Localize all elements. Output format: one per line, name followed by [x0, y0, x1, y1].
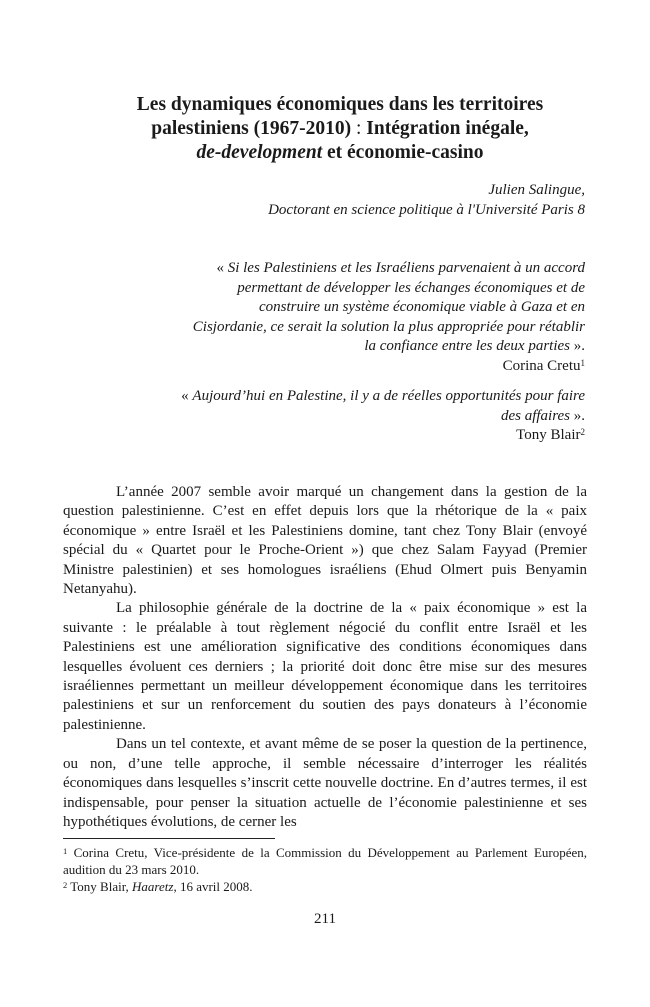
- footnote: $^1$ Corina Cretu, Vice-présidente de la Commission du Développement au Parlement Européen, audition du 23 mars 2010.: [63, 845, 587, 877]
- paragraph: La philosophie générale de la doctrine de la « paix économique » est la suivante : le préalable à tout règlement négocié du conflit entre Israël et les Palestiniens est une amélioration significative des conditions économiques dans lesquelles évoluent ces derniers ; la priorité doit donc être mise sur des mesures israéliennes permettant un meilleur développement économique dans les territoires palestiniens et sur un renforcement du soutien des pays donateurs à l’économie palestinienne.: [63, 600, 587, 733]
- title-italic-term: de-development: [196, 142, 323, 163]
- title-period: palestiniens (1967-2010): [151, 118, 352, 139]
- epigraph: [193, 259, 585, 377]
- article-title: [60, 93, 620, 165]
- author-name: Julien Salingue,: [488, 182, 585, 198]
- paragraph: Dans un tel contexte, et avant même de se poser la question de la pertinence, ou non, d’une telle approche, il semble nécessaire d’interroger les réalités économiques dans lesquelles s’inscrit cette nouvelle doctrine. En d’autres termes, il est indispensable, pour penser la situation actuelle de l’économie palestinienne et ses hypothétiques évolutions, de cerner les: [63, 736, 587, 830]
- title-line-3-rest: et économie-casino: [322, 142, 484, 163]
- epigraph-line: « Si les Palestiniens et les Israéliens parvenaient à un accord: [216, 260, 585, 276]
- title-separator: :: [351, 118, 367, 139]
- footnotes: [63, 845, 587, 895]
- epigraph-attribution: Corina Cretu$^1$: [502, 357, 585, 374]
- epigraph-line: permettant de développer les échanges économiques et de: [237, 279, 585, 296]
- footnote-separator: [63, 838, 275, 839]
- author-block: [268, 180, 585, 220]
- footnote-number: 2: [63, 879, 68, 890]
- page-number: 211: [314, 911, 336, 927]
- epigraph-line: des affaires ».: [500, 407, 585, 424]
- title-line-2: [60, 117, 620, 141]
- author-affiliation: Doctorant en science politique à l'Université Paris 8: [268, 202, 585, 218]
- title-subtitle: Intégration inégale,: [366, 118, 529, 139]
- footnote-ref[interactable]: 2: [580, 427, 585, 438]
- footnote: $^2$ Tony Blair, Haaretz, 16 avril 2008.: [63, 878, 253, 894]
- paragraph: L’année 2007 semble avoir marqué un changement dans la gestion de la question palestinienne. C’est en effet depuis lors que la rhétorique de la « paix économique » entre Israël et les Palestiniens domine, tant chez Tony Blair (envoyé spécial du « Quartet pour le Proche-Orient ») que chez Salam Fayyad (Premier Ministre palestinien) et ses homologues israéliens (Ehud Olmert puis Benyamin Netanyahu).: [63, 484, 587, 598]
- footnote-number: 1: [63, 846, 68, 856]
- title-line-3: [60, 141, 620, 165]
- epigraph-line: Cisjordanie, ce serait la solution la plus appropriée pour rétablir: [192, 318, 585, 335]
- epigraph-line: construire un système économique viable à Gaza et en: [258, 299, 585, 316]
- epigraph: [181, 387, 585, 446]
- epigraph-line: « Aujourd’hui en Palestine, il y a de réelles opportunités pour faire: [181, 388, 585, 404]
- epigraph-attribution: Tony Blair$^2$: [516, 427, 585, 444]
- title-line-1: Les dynamiques économiques dans les territoires: [136, 94, 544, 115]
- footnote-ref[interactable]: 1: [580, 357, 585, 368]
- epigraph-line: la confiance entre les deux parties ».: [364, 338, 585, 355]
- body-text: [63, 483, 587, 832]
